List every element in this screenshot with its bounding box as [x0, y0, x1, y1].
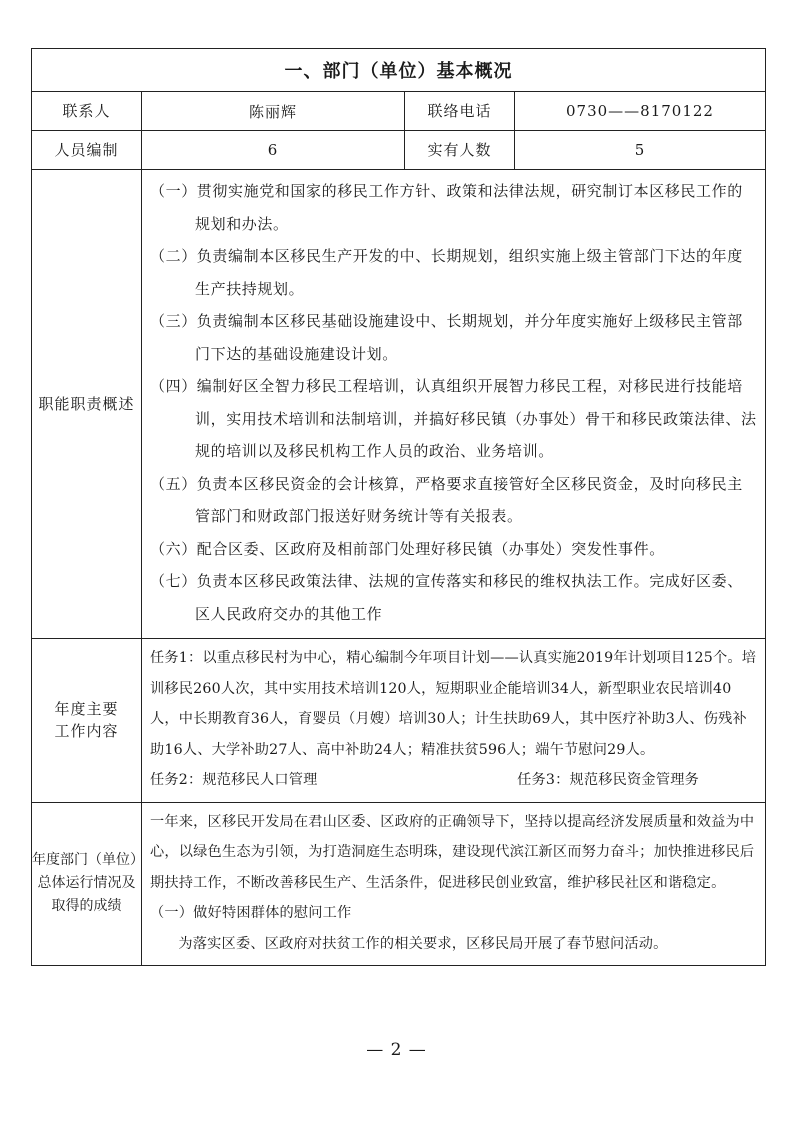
duty-item: （一）贯彻实施党和国家的移民工作方针、政策和法律法规，研究制订本区移民工作的规划和办法。: [150, 182, 743, 233]
duty-item: （六）配合区委、区政府及相前部门处理好移民镇（办事处）突发性事件。: [150, 539, 665, 558]
achievements-subheading: （一）做好特困群体的慰问工作: [150, 905, 352, 921]
achievements-intro: 一年来，区移民开发局在君山区委、区政府的正确领导下，坚持以提高经济发展质量和效益为中心，以绿色生态为引领，为打造洞庭生态明珠，建设现代滨江新区而努力奋斗；加快推进移民后期扶持工作，不断改善移民生产、生活条件，促进移民创业致富，维护移民社区和谐稳定。: [150, 813, 755, 891]
annual-work-label: [32, 639, 142, 803]
section-title: 一、部门（单位）基本概况: [32, 49, 766, 92]
achievements-label-line1: 年度部门（单位）: [32, 852, 144, 869]
annual-work-content: [142, 639, 766, 803]
task-3-text: 任务3：规范移民资金管理务: [517, 772, 699, 788]
annual-work-label-line2: 工作内容: [54, 722, 119, 741]
staff-actual-value: 5: [515, 131, 766, 170]
page-number: — 2 —: [366, 1040, 427, 1060]
task-1-text: 任务1：以重点移民村为中心，精心编制今年项目计划——认真实施2019年计划项目125个。培训移民260人次，其中实用技术培训120人，短期职业企能培训34人，新型职业农民培训40人，中长期教育36人，育婴员（月嫂）培训30人；计生扶助69人，其中医疗补助3人、伤残补助16人、大学补助27人、高中补助24人；精准扶贫596人；端午节慰问29人。: [150, 650, 757, 758]
tasks-2-3-row: [150, 765, 757, 796]
annual-work-label-line1: 年度主要: [54, 700, 119, 719]
contact-person-label: 联系人: [32, 92, 142, 131]
duty-item: （七）负责本区移民政策法律、法规的宣传落实和移民的维权执法工作。完成好区委、区人民政府交办的其他工作: [150, 572, 743, 623]
staff-quota-value: 6: [142, 131, 405, 170]
achievements-paragraph: 为落实区委、区政府对扶贫工作的相关要求，区移民局开展了春节慰问活动。: [178, 935, 668, 952]
contact-phone-value: 0730——8170122: [515, 92, 766, 131]
contact-person-value: 陈丽辉: [142, 92, 405, 131]
task-2-text: 任务2：规范移民人口管理: [150, 772, 318, 788]
contact-phone-label: 联络电话: [405, 92, 515, 131]
achievements-label: [32, 802, 142, 966]
staff-actual-label: 实有人数: [405, 131, 515, 170]
basic-info-table: [31, 48, 766, 966]
duty-item: （三）负责编制本区移民基础设施建设中、长期规划，并分年度实施好上级移民主管部门下达的基础设施建设计划。: [150, 312, 743, 363]
achievements-label-line2: 总体运行情况及: [37, 875, 136, 892]
duties-label: 职能职责概述: [32, 170, 142, 639]
duties-content: [142, 170, 766, 639]
duty-item: （五）负责本区移民资金的会计核算，严格要求直接管好全区移民资金，及时向移民主管部门和财政部门报送好财务统计等有关报表。: [150, 474, 743, 525]
duty-item: （二）负责编制本区移民生产开发的中、长期规划，组织实施上级主管部门下达的年度生产扶持规划。: [150, 247, 743, 298]
achievements-content: [142, 802, 766, 966]
achievements-label-line3: 取得的成绩: [51, 898, 122, 915]
duty-item: （四）编制好区全智力移民工程培训，认真组织开展智力移民工程，对移民进行技能培训，实用技术培训和法制培训，并搞好移民镇（办事处）骨干和移民政策法律、法规的培训以及移民机构工作人员的政治、业务培训。: [150, 377, 757, 460]
staff-quota-label: 人员编制: [32, 131, 142, 170]
